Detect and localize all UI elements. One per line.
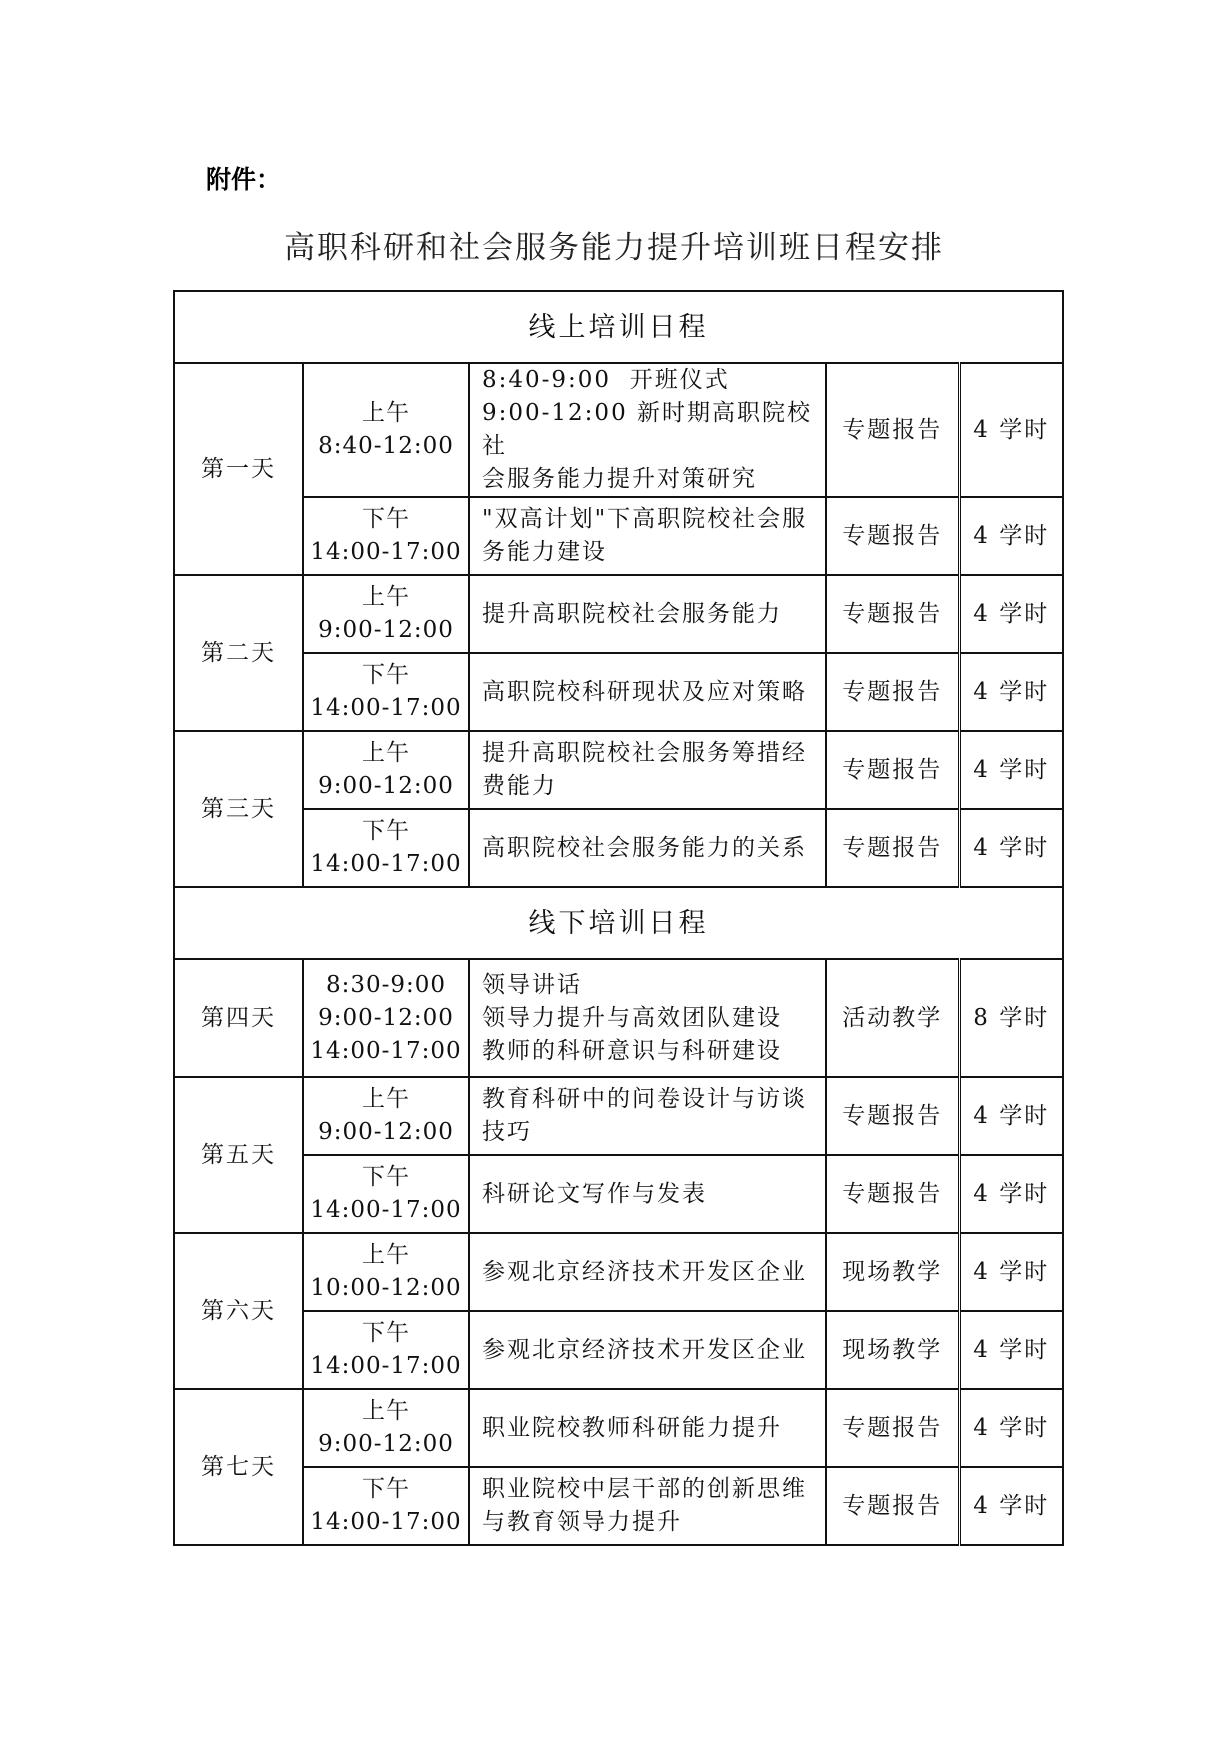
- session-time-cell: [303, 809, 469, 887]
- session-time-cell: [303, 1311, 469, 1389]
- day-label: 第七天: [174, 1389, 303, 1545]
- session-content: [469, 575, 826, 653]
- session-hours: 4 学时: [959, 497, 1063, 575]
- content-line: 9:00-12:00 新时期高职院校社: [482, 400, 813, 459]
- session-type: 专题报告: [826, 653, 959, 731]
- session-time-cell: [303, 731, 469, 809]
- content-line: 领导力提升与高效团队建设: [482, 1004, 782, 1031]
- session-hours: 4 学时: [959, 1077, 1063, 1155]
- session-time: 14:00-17:00: [310, 695, 462, 721]
- session-hours: 8 学时: [959, 959, 1063, 1077]
- content-line: 会服务能力提升对策研究: [482, 466, 757, 492]
- session-type: 专题报告: [826, 1467, 959, 1545]
- session-time-cell: [303, 363, 469, 497]
- content-line: 8:40-9:00 开班仪式: [482, 367, 730, 393]
- session-type: 专题报告: [826, 731, 959, 809]
- session-period: 上午: [362, 740, 410, 766]
- session-content: [469, 959, 826, 1077]
- section-header-online: 线上培训日程: [174, 291, 1063, 363]
- content-line: 教师的科研意识与科研建设: [482, 1037, 782, 1064]
- session-time-cell: [303, 959, 469, 1077]
- session-type: 专题报告: [826, 575, 959, 653]
- session-time: 9:00-12:00: [318, 1004, 454, 1031]
- content-line: 科研论文写作与发表: [482, 1180, 707, 1207]
- session-time-cell: [303, 1389, 469, 1467]
- day-label: 第四天: [174, 959, 303, 1077]
- session-content: [469, 1233, 826, 1311]
- session-time: 9:00-12:00: [318, 1119, 454, 1145]
- content-line: 教育科研中的问卷设计与访谈: [482, 1086, 807, 1112]
- session-time: 9:00-12:00: [318, 1431, 454, 1457]
- session-time-cell: [303, 1233, 469, 1311]
- session-type: 专题报告: [826, 497, 959, 575]
- content-line: 领导讲话: [482, 971, 582, 998]
- session-time-cell: [303, 575, 469, 653]
- session-type: 现场教学: [826, 1311, 959, 1389]
- schedule-table: [173, 290, 1064, 1546]
- session-hours: 4 学时: [959, 1311, 1063, 1389]
- session-content: [469, 1311, 826, 1389]
- session-time: 8:30-9:00: [325, 971, 447, 998]
- session-time: 10:00-12:00: [310, 1275, 462, 1301]
- section-header-offline: 线下培训日程: [174, 887, 1063, 959]
- content-line: 职业院校教师科研能力提升: [482, 1414, 782, 1441]
- session-period: 下午: [362, 662, 410, 688]
- session-time: 14:00-17:00: [310, 1037, 462, 1064]
- session-hours: 4 学时: [959, 363, 1063, 497]
- session-type: 专题报告: [826, 1389, 959, 1467]
- content-line: 参观北京经济技术开发区企业: [482, 1258, 807, 1285]
- session-hours: 4 学时: [959, 575, 1063, 653]
- session-hours: 4 学时: [959, 1389, 1063, 1467]
- session-content: [469, 731, 826, 809]
- session-period: 下午: [362, 1164, 410, 1190]
- content-line: 与教育领导力提升: [482, 1509, 682, 1535]
- session-type: 活动教学: [826, 959, 959, 1077]
- content-line: 提升高职院校社会服务能力: [482, 600, 782, 627]
- content-line: 务能力建设: [482, 539, 607, 565]
- day-label: 第三天: [174, 731, 303, 887]
- session-time: 14:00-17:00: [310, 1509, 462, 1535]
- session-type: 专题报告: [826, 809, 959, 887]
- day-label: 第六天: [174, 1233, 303, 1389]
- session-type: 专题报告: [826, 1155, 959, 1233]
- session-time-cell: [303, 653, 469, 731]
- session-time-cell: [303, 497, 469, 575]
- session-content: [469, 363, 826, 497]
- day-label: 第一天: [174, 363, 303, 575]
- session-time: 14:00-17:00: [310, 539, 462, 565]
- session-time: 9:00-12:00: [318, 773, 454, 799]
- session-period: 上午: [362, 584, 410, 610]
- session-hours: 4 学时: [959, 653, 1063, 731]
- session-period: 上午: [362, 1398, 410, 1424]
- session-period: 上午: [362, 1242, 410, 1268]
- session-type: 专题报告: [826, 1077, 959, 1155]
- session-type: 专题报告: [826, 363, 959, 497]
- session-time: 8:40-12:00: [318, 433, 454, 459]
- content-line: 参观北京经济技术开发区企业: [482, 1336, 807, 1363]
- session-type: 现场教学: [826, 1233, 959, 1311]
- content-line: 费能力: [482, 773, 557, 799]
- content-line: 高职院校科研现状及应对策略: [482, 678, 807, 705]
- session-time: 14:00-17:00: [310, 1197, 462, 1223]
- session-content: [469, 1155, 826, 1233]
- session-period: 下午: [362, 1320, 410, 1346]
- session-time-cell: [303, 1077, 469, 1155]
- session-period: 下午: [362, 506, 410, 532]
- session-content: [469, 653, 826, 731]
- session-time: 14:00-17:00: [310, 851, 462, 877]
- session-hours: 4 学时: [959, 1155, 1063, 1233]
- session-content: [469, 1389, 826, 1467]
- day-label: 第二天: [174, 575, 303, 731]
- session-hours: 4 学时: [959, 731, 1063, 809]
- content-line: 提升高职院校社会服务筹措经: [482, 740, 807, 766]
- session-content: [469, 1467, 826, 1545]
- day-label: 第五天: [174, 1077, 303, 1233]
- attachment-label: 附件：: [206, 165, 282, 194]
- session-content: [469, 1077, 826, 1155]
- session-content: [469, 497, 826, 575]
- session-time-cell: [303, 1155, 469, 1233]
- page-title: 高职科研和社会服务能力提升培训班日程安排: [284, 230, 944, 266]
- content-line: 技巧: [482, 1119, 532, 1145]
- content-line: 高职院校社会服务能力的关系: [482, 834, 807, 861]
- session-period: 下午: [362, 1476, 410, 1502]
- session-period: 上午: [362, 1086, 410, 1112]
- session-time: 14:00-17:00: [310, 1353, 462, 1379]
- session-content: [469, 809, 826, 887]
- session-hours: 4 学时: [959, 1467, 1063, 1545]
- session-hours: 4 学时: [959, 809, 1063, 887]
- session-time-cell: [303, 1467, 469, 1545]
- session-period: 上午: [362, 400, 410, 426]
- session-time: 9:00-12:00: [318, 617, 454, 643]
- session-hours: 4 学时: [959, 1233, 1063, 1311]
- session-period: 下午: [362, 818, 410, 844]
- content-line: 职业院校中层干部的创新思维: [482, 1476, 807, 1502]
- content-line: "双高计划"下高职院校社会服: [482, 506, 808, 532]
